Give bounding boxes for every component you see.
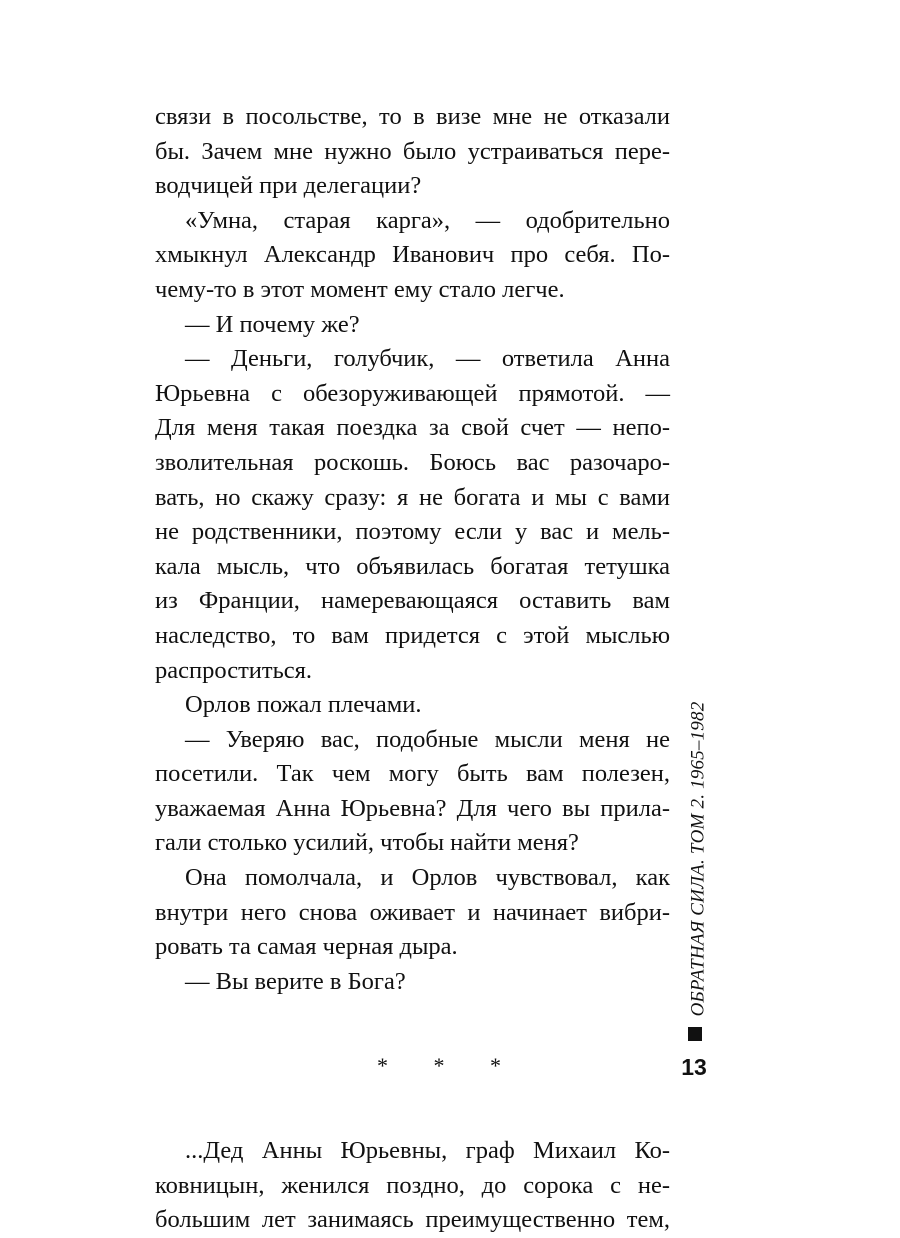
text-line: кала мысль, что объявилась богатая тетушка	[155, 552, 670, 580]
text-line: внутри него снова оживает и начинает вибри-	[155, 898, 670, 926]
text-line: — Уверяю вас, подобные мысли меня не	[185, 725, 670, 753]
text-line: посетили. Так чем могу быть вам полезен,	[155, 760, 670, 788]
section-gap	[155, 999, 670, 1049]
text-line: хмыкнул Александр Иванович про себя. По-	[155, 241, 670, 269]
text-line: вать, но скажу сразу: я не богата и мы с вами	[155, 483, 670, 511]
text-line: связи в посольстве, то в визе мне не отказали	[155, 103, 670, 130]
text-line: распроститься.	[155, 656, 313, 684]
text-line: Она помолчала, и Орлов чувствовал, как	[185, 864, 670, 892]
page-number: 13	[681, 1054, 707, 1080]
text-line: ...Дед Анны Юрьевны, граф Михаил Ко-	[185, 1137, 670, 1165]
text-line: чему-то в этот момент ему стало легче.	[155, 275, 565, 303]
text-line: Юрьевна с обезоруживающей прямотой. —	[155, 379, 670, 407]
text-line: Для меня такая поездка за свой счет — непо-	[155, 414, 670, 442]
text-line: не родственники, поэтому если у вас и мель-	[155, 518, 670, 546]
text-line: — Деньги, голубчик, — ответила Анна	[185, 345, 670, 373]
text-line: уважаемая Анна Юрьевна? Для чего вы прила-	[155, 794, 670, 822]
text-line: наследство, то вам придется с этой мыслью	[155, 621, 670, 649]
text-line: водчицей при делегации?	[155, 172, 422, 200]
text-line: бы. Зачем мне нужно было устраиваться пере-	[155, 137, 670, 165]
text-line: из Франции, намеревающаяся оставить вам	[155, 587, 670, 615]
text-line: зволительная роскошь. Боюсь вас разочаро-	[155, 448, 670, 476]
running-head-title: ОБРАТНАЯ СИЛА. ТОМ 2. 1965–1982	[687, 701, 708, 1016]
text-line: гали столько усилий, чтобы найти меня?	[155, 829, 579, 857]
page-body	[155, 100, 670, 1238]
text-line: ковницын, женился поздно, до сорока с не-	[155, 1171, 670, 1199]
section-separator: * * *	[377, 1053, 521, 1079]
text-line: — Вы верите в Бога?	[185, 967, 406, 995]
text-line: — И почему же?	[185, 310, 360, 338]
square-bullet-icon	[688, 1027, 702, 1041]
text-line: ровать та самая черная дыра.	[155, 933, 458, 961]
running-head	[680, 686, 716, 1031]
text-line: «Умна, старая карга», — одобрительно	[185, 206, 670, 234]
section-gap	[155, 1084, 670, 1134]
text-line: большим лет занимаясь преимущественно тем,	[155, 1206, 670, 1234]
text-line: Орлов пожал плечами.	[185, 691, 422, 719]
